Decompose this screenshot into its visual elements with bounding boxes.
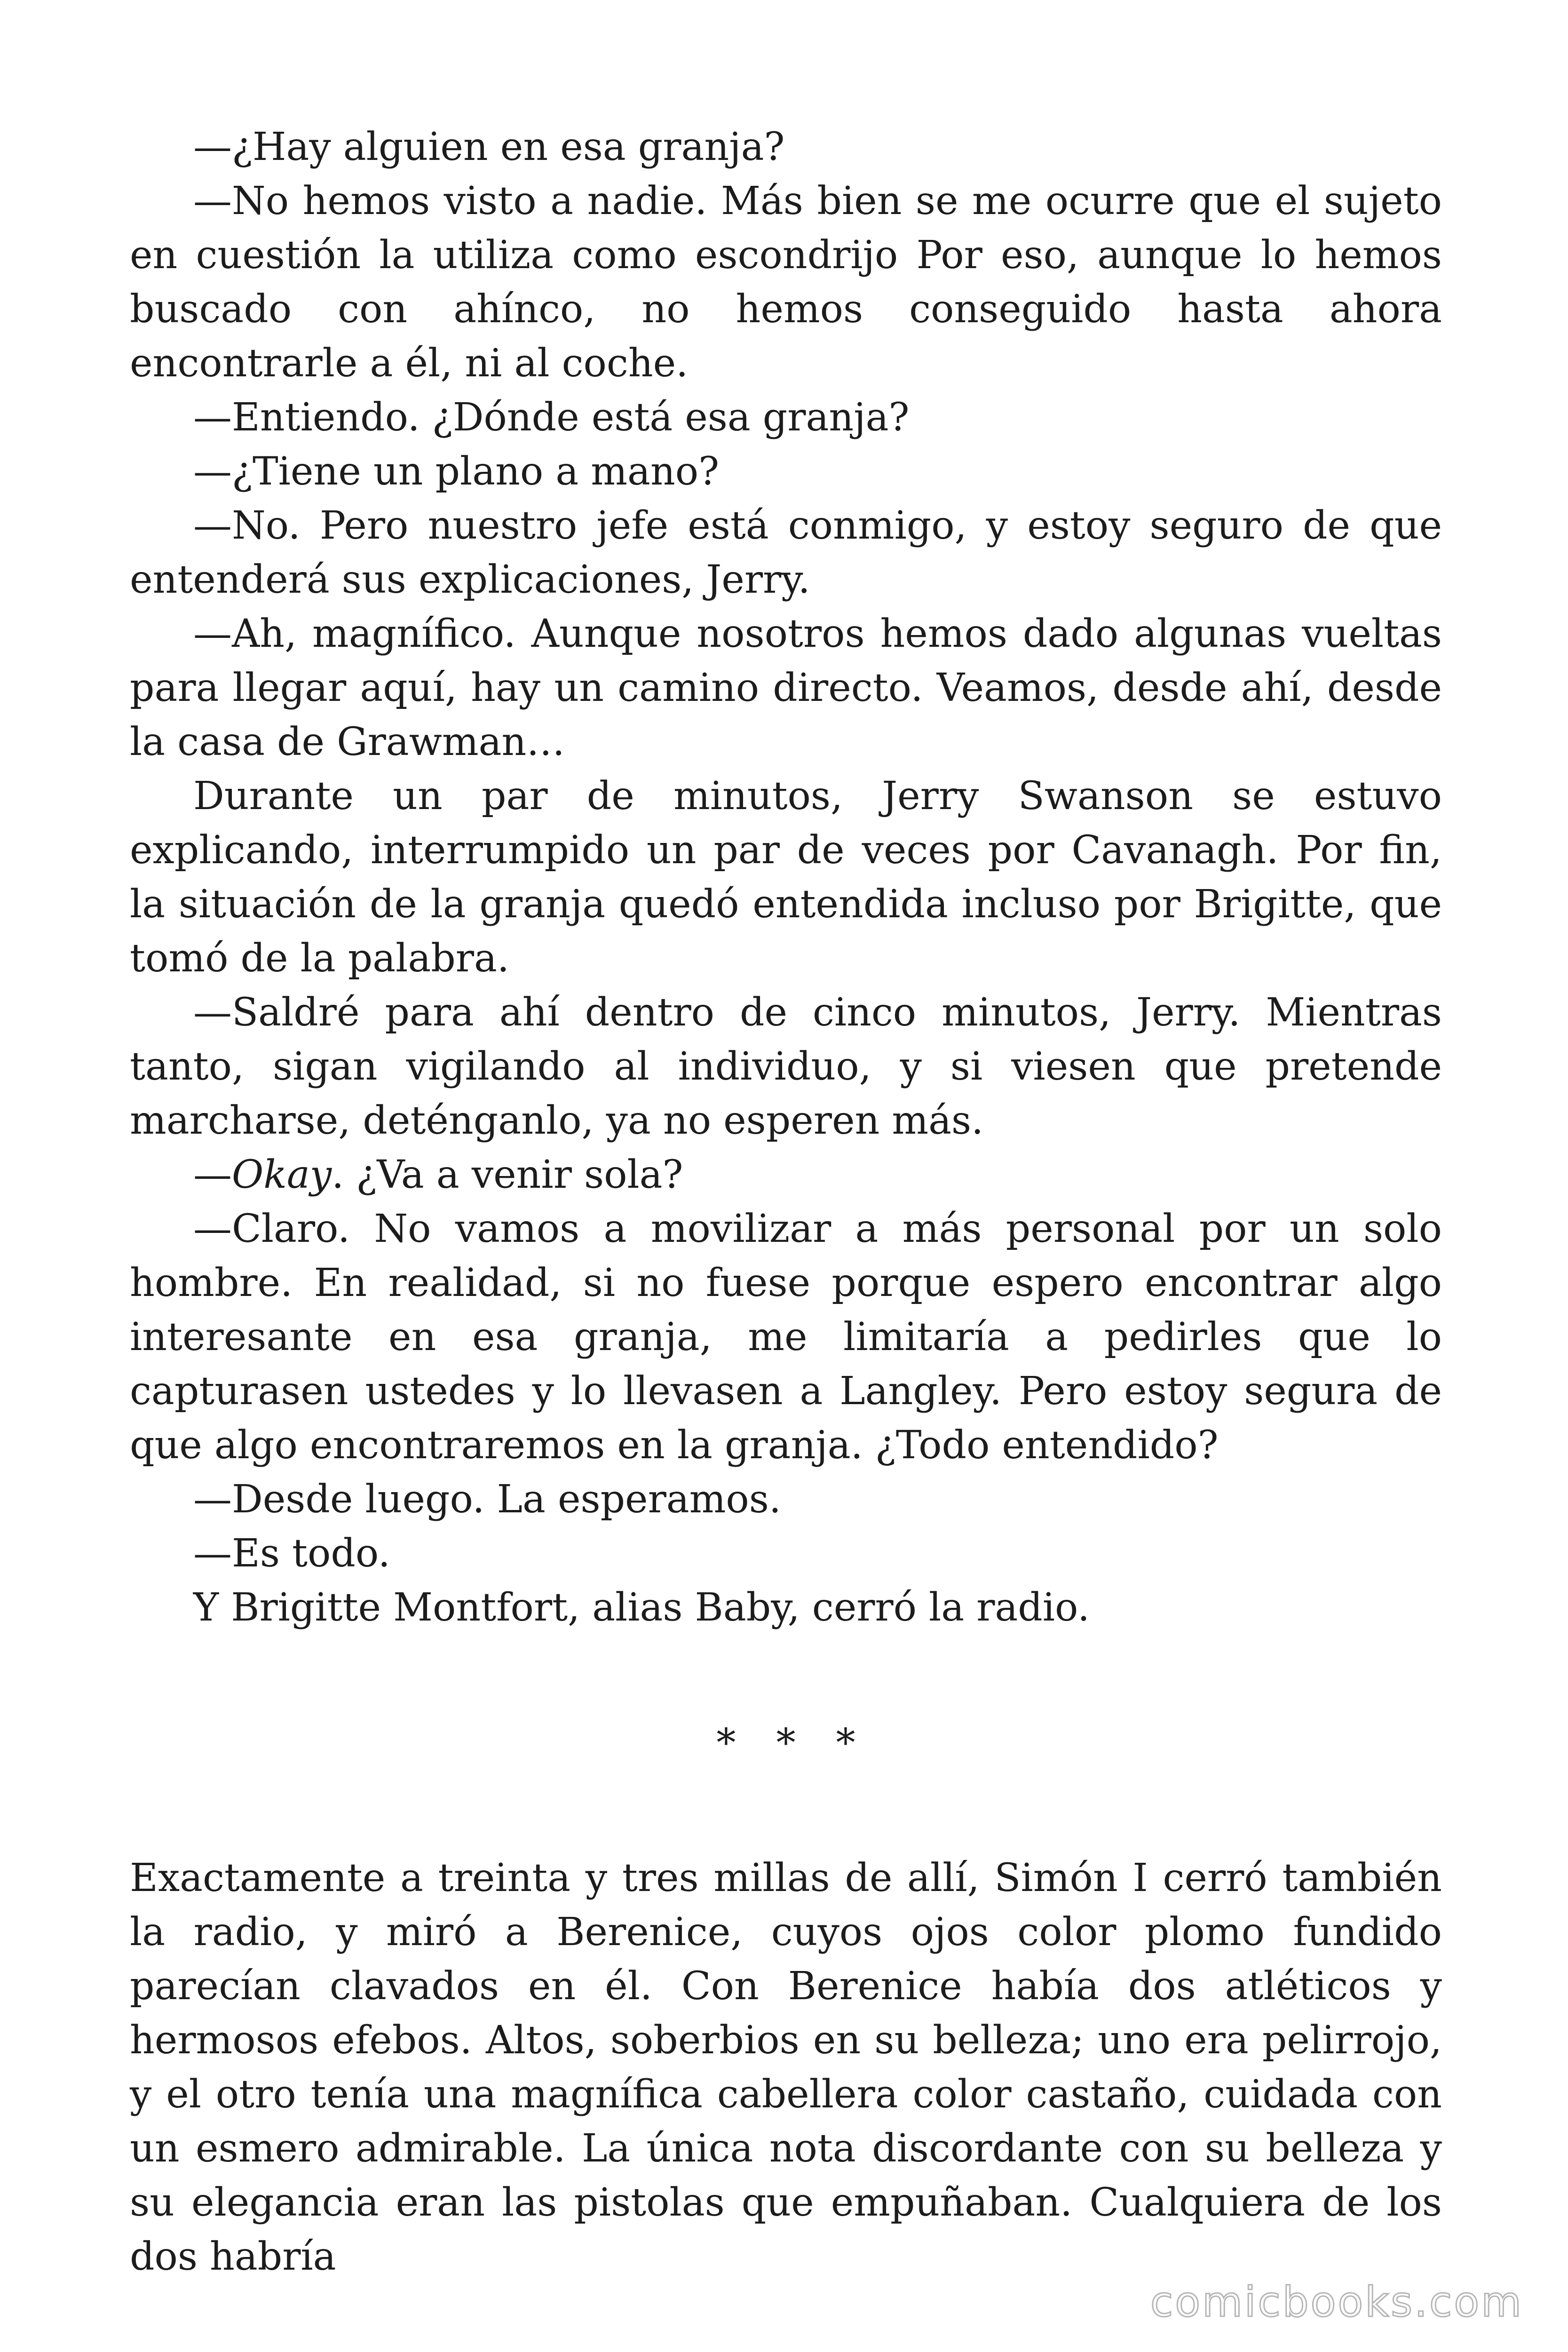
paragraph	[130, 769, 1442, 985]
paragraph	[130, 985, 1442, 1148]
paragraph-text: —¿Tiene un plano a mano?	[193, 449, 720, 494]
text-block-before-break	[130, 120, 1442, 1635]
paragraph-text: Y Brigitte Montfort, alias Baby, cerró la radio.	[193, 1585, 1090, 1630]
paragraph	[130, 120, 1442, 174]
italic-text: Okay	[232, 1152, 332, 1197]
paragraph-text: Exactamente a treinta y tres millas de allí, Simón I cerró también la radio, y miró a Berenice, cuyos ojos color plomo fundido parecían clavados en él. Con Berenice había dos atléticos y hermosos efebos. Altos, soberbios en su belleza; uno era pelirrojo, y el otro tenía una magnífica cabellera color castaño, cuidada con un esmero admirable. La única nota discordante con su belleza y su elegancia eran las pistolas que empuñaban. Cualquiera de los dos habría	[130, 1856, 1442, 2279]
paragraph-text: —Claro. No vamos a movilizar a más personal por un solo hombre. En realidad, si no fuese porque espero encontrar algo interesante en esa granja, me limitaría a pedirles que lo capturasen ustedes y lo llevasen a Langley. Pero estoy segura de que algo encontraremos en la granja. ¿Todo entendido?	[130, 1207, 1442, 1468]
paragraph	[130, 499, 1442, 607]
paragraph	[130, 607, 1442, 769]
paragraph	[130, 1526, 1442, 1581]
paragraph	[130, 390, 1442, 445]
paragraph	[130, 1581, 1442, 1635]
paragraph-text: —Es todo.	[193, 1531, 390, 1576]
watermark-logo: comicbooks.com	[1150, 2278, 1523, 2326]
paragraph	[130, 174, 1442, 390]
paragraph-text: —Ah, magnífico. Aunque nosotros hemos dado algunas vueltas para llegar aquí, hay un camino directo. Veamos, desde ahí, desde la casa de Grawman…	[130, 612, 1442, 764]
paragraph-text: Durante un par de minutos, Jerry Swanson se estuvo explicando, interrumpido un par de veces por Cavanagh. Por fin, la situación de la granja quedó entendida incluso por Brigitte, que tomó de la palabra.	[130, 774, 1442, 981]
paragraph-text: —Desde luego. La esperamos.	[193, 1477, 781, 1522]
paragraph	[130, 1851, 1442, 2284]
paragraph	[130, 445, 1442, 499]
paragraph-text: —Saldré para ahí dentro de cinco minutos, Jerry. Mientras tanto, sigan vigilando al individuo, y si viesen que pretende marcharse, deténganlo, ya no esperen más.	[130, 990, 1442, 1143]
paragraph	[130, 1472, 1442, 1526]
paragraph-text: —	[193, 1152, 232, 1197]
paragraph-text: —¿Hay alguien en esa granja?	[193, 125, 785, 169]
paragraph-text: . ¿Va a venir sola?	[332, 1152, 683, 1197]
paragraph	[130, 1202, 1442, 1472]
paragraph-text: —No. Pero nuestro jefe está conmigo, y estoy seguro de que entenderá sus explicaciones, Jerry.	[130, 503, 1442, 602]
paragraph-text: —No hemos visto a nadie. Más bien se me ocurre que el sujeto en cuestión la utiliza como escondrijo Por eso, aunque lo hemos buscado con ahínco, no hemos conseguido hasta ahora encontrarle a él, ni al coche.	[130, 179, 1442, 386]
text-block-after-break	[130, 1851, 1442, 2284]
paragraph-text: —Entiendo. ¿Dónde está esa granja?	[193, 395, 910, 440]
paragraph	[130, 1148, 1442, 1202]
section-break: * * *	[716, 1720, 870, 1765]
book-page	[130, 120, 1442, 2284]
